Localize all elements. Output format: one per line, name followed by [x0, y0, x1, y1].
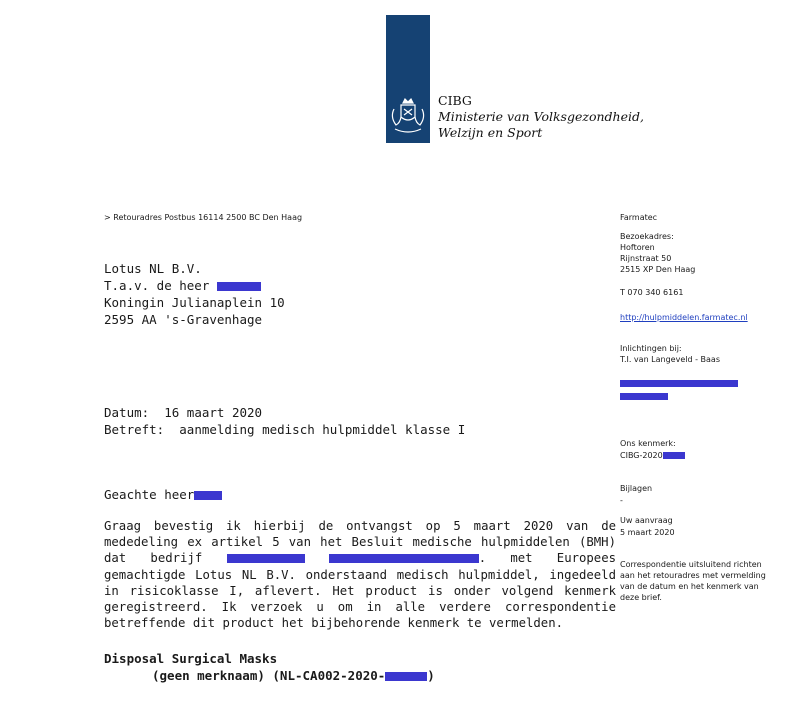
recipient-address	[104, 260, 285, 328]
recipient-street: Koningin Julianaplein 10	[104, 295, 285, 310]
product-sub-prefix: (geen merknaam) (NL-CA002-2020-	[152, 668, 386, 683]
sidebar-city: 2515 XP Den Haag	[620, 265, 696, 274]
sidebar-note: Correspondentie uitsluitend richten aan het retouradres met vermelding van de datum en het kenmerk van deze brief.	[620, 560, 766, 602]
recipient-company: Lotus NL B.V.	[104, 261, 202, 276]
sidebar-info-label: Inlichtingen bij:	[620, 344, 682, 353]
product-sub-line	[104, 667, 435, 684]
recipient-city: 2595 AA 's-Gravenhage	[104, 312, 263, 327]
sidebar-ref-label: Ons kenmerk:	[620, 439, 676, 448]
redaction-box	[217, 282, 261, 291]
recipient-attn-line	[104, 277, 285, 294]
sidebar-url-wrap	[620, 312, 790, 323]
crest-icon	[386, 93, 430, 143]
subject-value: aanmelding medisch hulpmiddel klasse I	[179, 422, 466, 437]
subject-label: Betreft:	[104, 422, 165, 437]
subject-line	[104, 421, 465, 438]
redaction-box	[663, 452, 685, 459]
logo-ministry-line2: Welzijn en Sport	[438, 125, 543, 140]
date-label: Datum:	[104, 405, 150, 420]
sidebar-request-label: Uw aanvraag	[620, 516, 673, 525]
sidebar-ref-value: CIBG-2020	[620, 451, 663, 460]
sidebar-attach-label: Bijlagen	[620, 484, 653, 493]
sidebar-url-link[interactable]: http://hulpmiddelen.farmatec.nl	[620, 313, 748, 322]
sidebar-phone: T 070 340 6161	[620, 288, 684, 297]
redaction-box	[329, 554, 479, 563]
sidebar-street: Rijnstraat 50	[620, 254, 672, 263]
redaction-box	[620, 393, 668, 400]
sidebar-building: Hoftoren	[620, 243, 655, 252]
salutation: Geachte heer	[104, 487, 195, 502]
body-part1: Graag bevestig ik hierbij de ontvangst op 5 maart 2020 van de mededeling ex artikel 5 van het Besluit medische hulpmiddelen (BMH) dat bedrijf	[104, 519, 616, 566]
sidebar-request-value: 5 maart 2020	[620, 528, 675, 537]
sidebar-info-name: T.I. van Langeveld - Baas	[620, 355, 720, 364]
redaction-box	[227, 554, 305, 563]
redaction-box	[620, 380, 738, 387]
body-part2: . met Europees gemachtigde Lotus NL B.V. onderstaand medisch hulpmiddel, ingedeeld in risicoklasse I, aflevert. Het product is onder volgend kenmerk geregistreerd. Ik verzoek u om in alle verdere correspondentie betreffende dit product het bijbehorende kenmerk te vermelden.	[104, 551, 617, 631]
product-block	[104, 650, 435, 684]
redaction-box	[194, 491, 222, 500]
sidebar-ref-line	[620, 450, 790, 461]
product-sub-suffix: )	[427, 668, 435, 683]
sidebar-attach-value: -	[620, 496, 623, 505]
sidebar-visit-address	[620, 231, 790, 275]
letter-body	[104, 518, 616, 631]
logo-org: CIBG	[438, 93, 472, 108]
letter-meta	[104, 404, 465, 438]
redaction-box	[385, 672, 427, 681]
recipient-attn: T.a.v. de heer	[104, 278, 210, 293]
sidebar-contact-redacted	[620, 378, 790, 402]
sidebar-visit-label: Bezoekadres:	[620, 232, 674, 241]
logo-ministry-line1: Ministerie van Volksgezondheid,	[438, 109, 644, 124]
date-line	[104, 404, 465, 421]
product-name: Disposal Surgical Masks	[104, 651, 278, 666]
logo-bar	[386, 15, 430, 143]
date-value: 16 maart 2020	[164, 405, 263, 420]
return-address: > Retouradres Postbus 16114 2500 BC Den Haag	[104, 213, 303, 222]
logo-text	[438, 93, 644, 141]
sidebar-org: Farmatec	[620, 213, 658, 222]
salutation-line	[104, 486, 222, 503]
